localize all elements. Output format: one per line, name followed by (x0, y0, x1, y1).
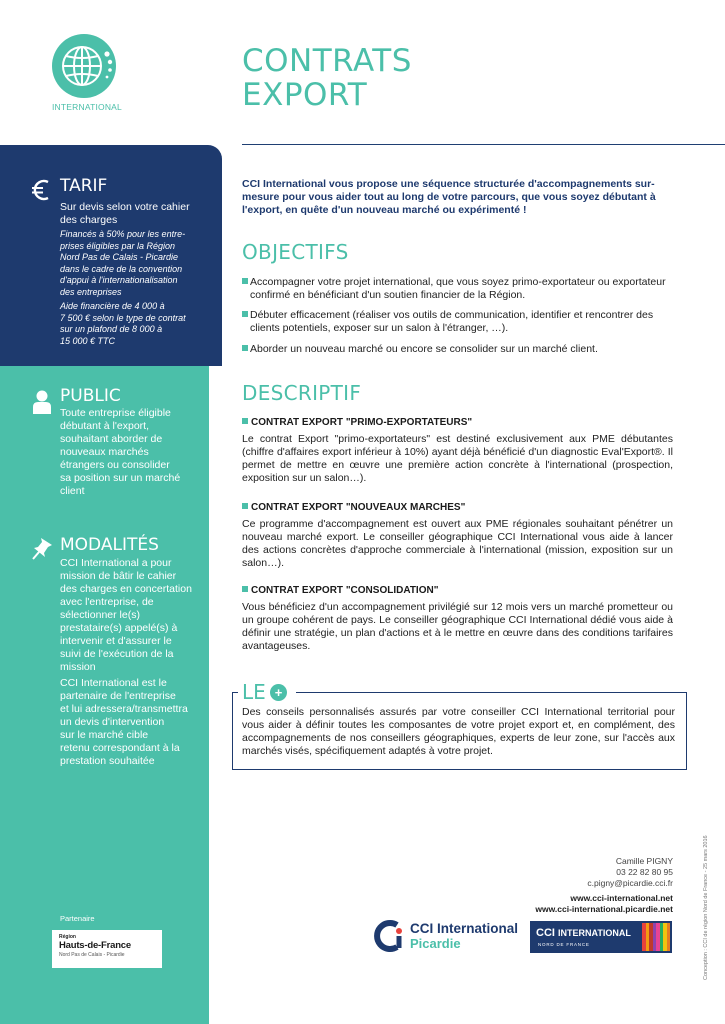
contact-block (535, 856, 673, 915)
contract-description: Le contrat Export "primo-exportateurs" est destiné exclusivement aux PME débutantes (chiffre d'affaires export inférieur à 10%) ayant déjà bénéficié d'un diagnostic Eval'Export®. Il permet de mettre en œuvre une première action concrète à l'international (prospection, exposition sur un salon…). (242, 433, 673, 484)
tarif-aid-note: Aide financière de 4 000 à 7 500 € selon le type de contrat sur un plafond de 8 000 à 15 000 € TTC (60, 301, 186, 346)
contract-title: CONTRAT EXPORT "PRIMO-EXPORTATEURS" (242, 417, 472, 428)
intro-text: CCI International vous propose une séquence structurée d'accompagnements sur-mesure pour vous aider tout au long de votre parcours, que vous soyez débutant à l'export, en quête d'un nouveau marché ou expérimenté ! (242, 178, 656, 216)
objectif-item: Débuter efficacement (réaliser vos outils de communication, identifier et rencontrer des clients potentiels, exposer sur un salon à l'étranger, …). (242, 309, 674, 335)
tarif-heading: TARIF (60, 176, 108, 196)
bullet-square-icon (242, 278, 248, 284)
header-divider (242, 144, 725, 145)
contract-description: Vous bénéficiez d'un accompagnement privilégié sur 12 mois vers un marché prometteur ou un groupe cohérent de pays. Le conseiller géographique CCI International dédié vous aide à définir une stratégie, un plan d'actions et à le mettre en œuvre dans des conditions tarifaires avantageuses. (242, 601, 673, 652)
contact-email[interactable]: c.pigny@picardie.cci.fr (587, 878, 673, 888)
public-heading: PUBLIC (60, 386, 121, 406)
tarif-description: Sur devis selon votre cahier des charges (60, 201, 190, 226)
modalites-heading: MODALITÉS (60, 535, 159, 555)
title-line-1: CONTRATS (242, 43, 412, 79)
website-link[interactable]: www.cci-international.picardie.net (535, 904, 673, 914)
globe-icon (52, 32, 120, 100)
tarif-funding-note: Financés à 50% pour les entre- prises éligibles par la Région Nord Pas de Calais - Picardie dans le cadre de la convention d'appui à l'internationalisation des entreprises (60, 229, 186, 297)
page-title (242, 44, 412, 112)
descriptif-heading: DESCRIPTIF (242, 381, 362, 405)
modalites-description-2: CCI International est le partenaire de l'entreprise et lui adressera/transmettra un devis d'intervention sur le marché cible retenu correspondant à la prestation souhaitée (60, 677, 188, 767)
bullet-square-icon (242, 418, 248, 424)
bullet-square-icon (242, 345, 248, 351)
le-plus-border (296, 692, 687, 693)
color-stripes (642, 923, 670, 951)
contract-description: Ce programme d'accompagnement est ouvert aux PME régionales souhaitant pénétrer un nouveau marché export. Le conseiller géographique CCI International vous aide à lancer des actions concrètes d'approche commerciale à l'international (mission, exposition sur un salon…). (242, 518, 673, 569)
objectifs-heading: OBJECTIFS (242, 240, 349, 264)
website-link[interactable]: www.cci-international.net (570, 893, 673, 903)
le-plus-heading: LE (242, 680, 269, 704)
title-line-2: EXPORT (242, 77, 368, 113)
cci-logo-icon (372, 919, 406, 953)
bullet-square-icon (242, 503, 248, 509)
cci-picardie-logo: CCI International Picardie (372, 917, 522, 957)
person-icon (32, 390, 52, 414)
objectif-item: Aborder un nouveau marché ou encore se consolider sur un marché client. (242, 343, 674, 356)
region-logo: Région Hauts-de-France Nord Pas de Calais - Picardie (52, 930, 162, 968)
bullet-square-icon (242, 311, 248, 317)
pushpin-icon (32, 536, 54, 560)
euro-icon (30, 178, 52, 202)
le-plus-border (232, 692, 238, 693)
contract-title: CONTRAT EXPORT "CONSOLIDATION" (242, 585, 438, 596)
contact-phone: 03 22 82 80 95 (616, 867, 673, 877)
plus-icon: + (270, 684, 287, 701)
public-description: Toute entreprise éligible débutant à l'export, souhaitant aborder de nouveaux marchés étrangers ou consolider sa position sur un marché client (60, 407, 181, 497)
tarif-panel (0, 145, 222, 366)
cci-nord-logo: CCI INTERNATIONAL NORD DE FRANCE (530, 921, 672, 953)
bullet-square-icon (242, 586, 248, 592)
partner-label: Partenaire (60, 914, 95, 923)
logo-label: INTERNATIONAL (52, 102, 122, 112)
contact-name: Camille PIGNY (615, 856, 673, 866)
modalites-description: CCI International a pour mission de bâtir le cahier des charges en concertation avec l'entreprise, de sélectionner le(s) prestataire(s) appelé(s) à intervenir et d'assurer le suivi de l'exécution de la mission (60, 557, 192, 673)
info-panel (0, 366, 209, 1024)
objectif-item: Accompagner votre projet international, que vous soyez primo-exportateur ou exportateur confirmé en bénéficiant d'un soutien financier de la Région. (242, 276, 674, 302)
contract-title: CONTRAT EXPORT "NOUVEAUX MARCHES" (242, 502, 465, 513)
le-plus-text: Des conseils personnalisés assurés par votre conseiller CCI International territorial pour vous aider à définir toutes les composantes de votre projet export et, en complément, des accompagnements de nos conseillers géographiques, experts de leur zone, sur l'accès aux marchés visés, spécifiquement adaptés à votre projet. (242, 706, 675, 757)
design-credit: Conception : CCI de région Nord de France - 25 mars 2016 (703, 835, 709, 980)
